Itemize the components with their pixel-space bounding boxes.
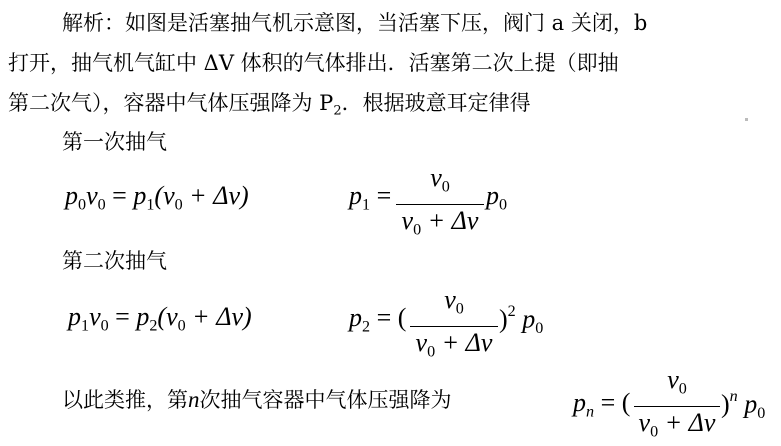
- line3-sub: 2: [333, 103, 342, 119]
- heading-first: 第一次抽气: [62, 130, 167, 154]
- fraction-second: $v_0$ $v_0 + \Delta v$: [410, 286, 498, 366]
- paragraph-line-2: 打开，抽气机气缸中 ΔV 体积的气体排出．活塞第二次上提（即抽: [8, 51, 619, 75]
- general-n: n: [188, 387, 200, 412]
- scan-speck: [745, 118, 748, 121]
- general-sentence: [62, 387, 452, 413]
- equation-second-left: $p_1v_0 = p_2(v_0 + \Delta v)$: [68, 302, 252, 335]
- general-prefix: 以此类推，第: [62, 388, 188, 412]
- line3-prefix: 第二次气），容器中气体压强降为 P: [8, 91, 334, 115]
- equation-first-right-lhs: $p_1$ =: [349, 181, 392, 214]
- heading-second: 第二次抽气: [62, 249, 167, 273]
- fraction-general: $v_0$ $v_0 + \Delta v$: [634, 366, 720, 446]
- equation-second-right-tail: )$^2$ $p_0$: [499, 303, 544, 337]
- paragraph-line-3: [8, 90, 531, 125]
- equation-general-tail: )$^n$ $p_0$: [721, 388, 766, 422]
- equation-first-right-tail: $p_0$: [486, 181, 508, 214]
- equation-general-lhs: $p_n$ = (: [573, 388, 631, 421]
- paragraph-line-1: 解析：如图是活塞抽气机示意图，当活塞下压，阀门 a 关闭，b: [62, 11, 648, 35]
- equation-second-right-lhs: $p_2$ = (: [349, 303, 407, 336]
- general-suffix: 次抽气容器中气体压强降为: [199, 388, 452, 412]
- equation-first-left: $p_0v_0 = p_1(v_0 + \Delta v)$: [65, 181, 249, 214]
- line3-suffix: ．根据玻意耳定律得: [341, 91, 531, 115]
- fraction-first: $v_0$ $v_0 + \Delta v$: [396, 164, 484, 244]
